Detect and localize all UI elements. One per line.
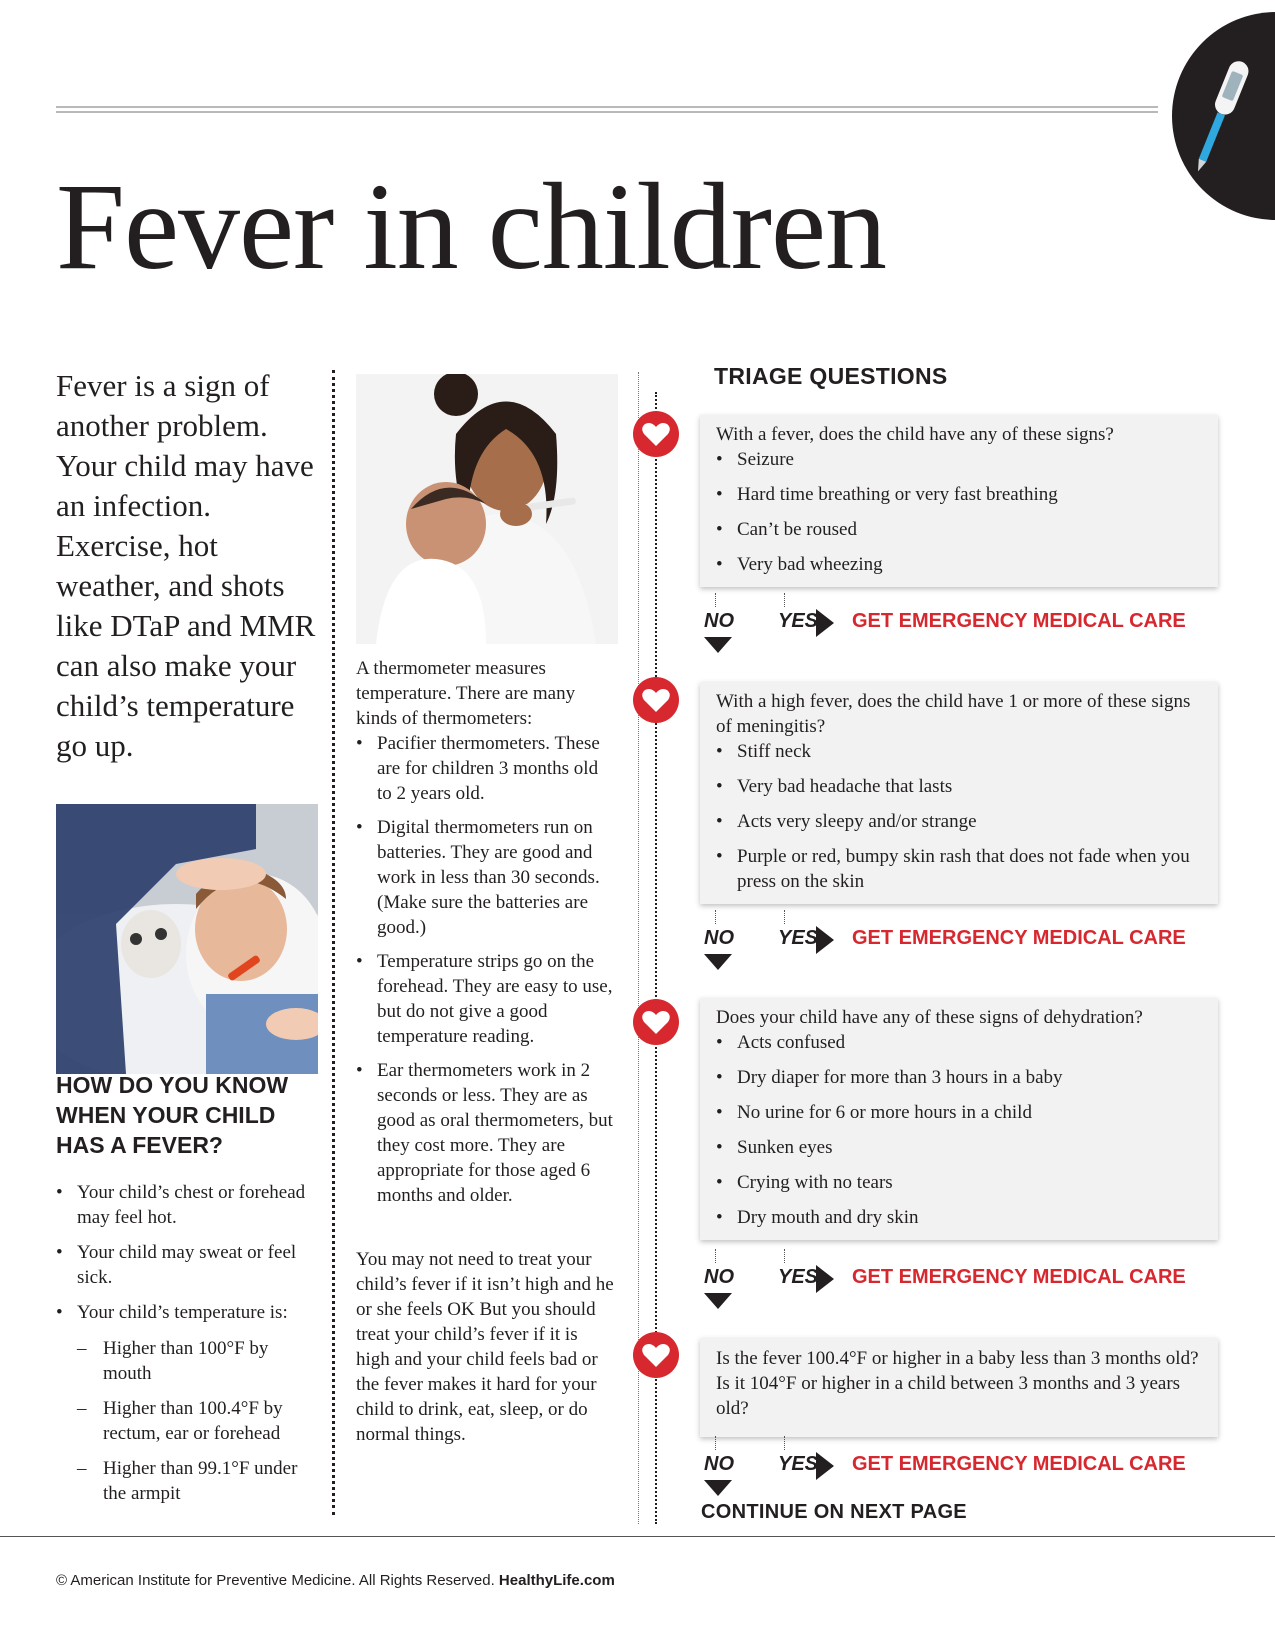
list-item: – Higher than 100.4°F by rectum, ear or forehead <box>77 1396 318 1446</box>
treatment-note <box>356 1247 614 1447</box>
thermometer-info <box>356 656 614 1208</box>
arrow-down-icon <box>704 637 732 653</box>
treatment-text: You may not need to treat your child’s fever if it isn’t high and he or she feels OK But you should treat your child’s fever if it is high and your child feels bad or the fever makes it hard for your child to drink, eat, sleep, or do normal things. <box>356 1249 614 1445</box>
list-item: • Stiff neck <box>716 739 1202 764</box>
connector <box>715 593 716 607</box>
answer-row-1 <box>700 603 1220 653</box>
arrow-right-icon <box>816 1452 834 1480</box>
question-box-1 <box>700 415 1218 587</box>
list-item <box>56 1300 318 1506</box>
list-item: • Very bad headache that lasts <box>716 774 1202 799</box>
connector <box>784 1436 785 1450</box>
heart-icon <box>632 676 680 724</box>
list-item: • Dry mouth and dry skin <box>716 1205 1202 1230</box>
yes-label: YES <box>778 610 819 632</box>
fever-signs-list <box>56 1180 318 1516</box>
list-item: • Digital thermometers run on batteries. They are good and work in less than 30 seconds. (Make sure the batteries are good.) <box>356 815 614 940</box>
yes-label: YES <box>778 927 819 949</box>
signs-list <box>716 447 1202 577</box>
list-item: • Acts confused <box>716 1030 1202 1055</box>
list-item: – Higher than 99.1°F under the armpit <box>77 1456 318 1506</box>
header-rule-top <box>56 106 1158 108</box>
thermometer-intro: A thermometer measures temperature. There are many kinds of thermometers: <box>356 658 576 729</box>
connector <box>715 910 716 924</box>
thermometer-list <box>356 731 614 1208</box>
question-box-3 <box>700 998 1218 1240</box>
list-item: • Acts very sleepy and/or strange <box>716 809 1202 834</box>
answer-row-2 <box>700 920 1220 970</box>
list-item: • Very bad wheezing <box>716 552 1202 577</box>
mother-thermometer-photo <box>356 374 618 644</box>
list-item: • Seizure <box>716 447 1202 472</box>
emergency-action: GET EMERGENCY MEDICAL CARE <box>852 610 1186 632</box>
emergency-action: GET EMERGENCY MEDICAL CARE <box>852 1453 1186 1475</box>
no-label: NO <box>704 927 734 949</box>
page-title: Fever in children <box>56 158 887 295</box>
question-text: Does your child have any of these signs of dehydration? <box>716 1007 1143 1028</box>
continue-label: CONTINUE ON NEXT PAGE <box>701 1501 967 1523</box>
list-item: • Purple or red, bumpy skin rash that does not fade when you press on the skin <box>716 844 1202 894</box>
question-box-2 <box>700 682 1218 904</box>
list-item: • Sunken eyes <box>716 1135 1202 1160</box>
question-text: With a high fever, does the child have 1 or more of these signs of meningitis? <box>716 691 1191 737</box>
know-heading: HOW DO YOU KNOW WHEN YOUR CHILD HAS A FEVER? <box>56 1072 289 1158</box>
question-text: With a fever, does the child have any of these signs? <box>716 424 1114 445</box>
connector <box>715 1249 716 1263</box>
header-rule-bottom <box>56 111 1158 113</box>
list-item: • Dry diaper for more than 3 hours in a baby <box>716 1065 1202 1090</box>
column-divider-1 <box>332 370 335 1515</box>
connector <box>784 910 785 924</box>
emergency-action: GET EMERGENCY MEDICAL CARE <box>852 927 1186 949</box>
list-item: • Hard time breathing or very fast breathing <box>716 482 1202 507</box>
connector <box>715 1436 716 1450</box>
site-link[interactable]: HealthyLife.com <box>498 1572 615 1589</box>
answer-row-3 <box>700 1259 1220 1309</box>
temperature-sublist <box>77 1336 318 1506</box>
list-item: • Can’t be roused <box>716 517 1202 542</box>
yes-label: YES <box>778 1266 819 1288</box>
list-item: • No urine for 6 or more hours in a child <box>716 1100 1202 1125</box>
connector <box>784 1249 785 1263</box>
heart-icon <box>632 998 680 1046</box>
list-item: • Ear thermometers work in 2 seconds or less. They are as good as oral thermometers, but they cost more. They are appropriate for those aged 6 months and older. <box>356 1058 614 1208</box>
no-label: NO <box>704 1453 734 1475</box>
list-item-label: Your child’s temperature is: <box>77 1302 288 1323</box>
sick-child-photo <box>56 804 318 1074</box>
question-text: Is the fever 100.4°F or higher in a baby less than 3 months old? Is it 104°F or higher in a child between 3 months and 3 years old? <box>716 1348 1199 1419</box>
copyright-text: © American Institute for Preventive Medicine. All Rights Reserved. <box>56 1572 495 1589</box>
list-item: • Pacifier thermometers. These are for children 3 months old to 2 years old. <box>356 731 614 806</box>
heart-icon <box>632 410 680 458</box>
signs-list <box>716 739 1202 894</box>
list-item: – Higher than 100°F by mouth <box>77 1336 318 1386</box>
thermometer-badge <box>1172 12 1275 220</box>
signs-list <box>716 1030 1202 1230</box>
yes-label: YES <box>778 1453 819 1475</box>
list-item: • Crying with no tears <box>716 1170 1202 1195</box>
arrow-right-icon <box>816 1265 834 1293</box>
list-item: • Temperature strips go on the forehead. They are easy to use, but do not give a good temperature reading. <box>356 949 614 1049</box>
no-label: NO <box>704 1266 734 1288</box>
thermometer-icon <box>1182 52 1275 172</box>
heart-icon <box>632 1331 680 1379</box>
footer <box>56 1572 615 1589</box>
list-item: • Your child’s chest or forehead may feel hot. <box>56 1180 318 1230</box>
arrow-right-icon <box>816 609 834 637</box>
question-box-4 <box>700 1338 1218 1437</box>
arrow-right-icon <box>816 926 834 954</box>
no-label: NO <box>704 610 734 632</box>
triage-heading: TRIAGE QUESTIONS <box>714 363 948 389</box>
answer-row-4 <box>700 1446 1220 1496</box>
footer-rule <box>0 1536 1275 1537</box>
arrow-down-icon <box>704 1480 732 1496</box>
intro-text: Fever is a sign of another problem. Your child may have an infection. Exercise, hot weather, and shots like DTaP and MMR can also make your child’s temperature go up. <box>56 368 316 763</box>
list-item: • Your child may sweat or feel sick. <box>56 1240 318 1290</box>
arrow-down-icon <box>704 954 732 970</box>
arrow-down-icon <box>704 1293 732 1309</box>
emergency-action: GET EMERGENCY MEDICAL CARE <box>852 1266 1186 1288</box>
connector <box>784 593 785 607</box>
